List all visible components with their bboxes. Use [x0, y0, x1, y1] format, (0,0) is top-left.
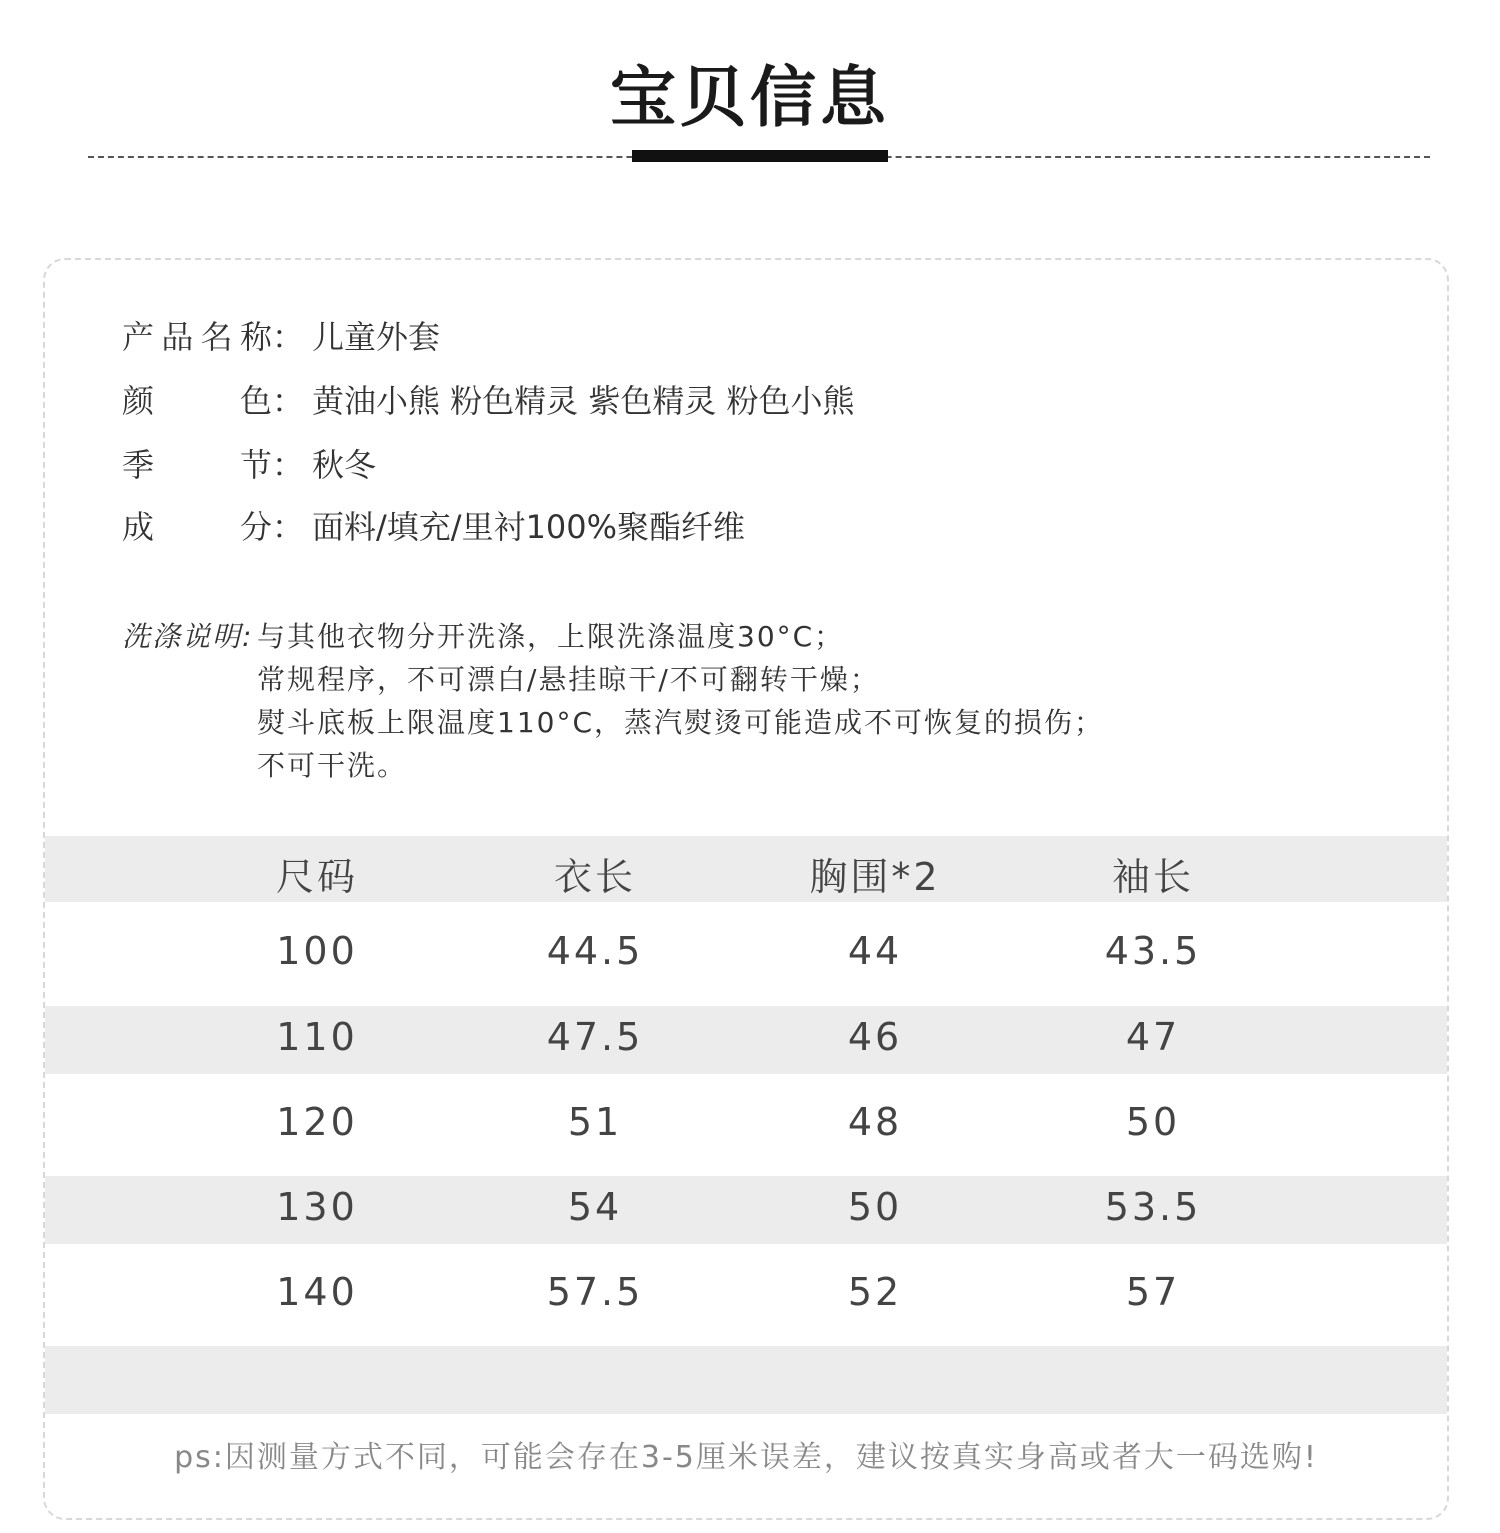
table-cell: 51: [567, 1100, 623, 1144]
info-colon: ：: [272, 382, 305, 420]
table-cell: 140: [276, 1270, 358, 1314]
page-title: 宝贝信息: [610, 59, 890, 136]
table-row: [45, 902, 1447, 1006]
measurement-note: ps:因测量方式不同，可能会存在3-5厘米误差，建议按真实身高或者大一码选购!: [174, 1440, 1318, 1475]
table-header-cell: 袖长: [1111, 855, 1194, 899]
info-colon: ：: [272, 446, 305, 484]
wash-line: 常规程序，不可漂白/悬挂晾干/不可翻转干燥；: [257, 663, 880, 696]
table-header-cell: 胸围*2: [809, 855, 941, 899]
table-cell: 47: [1125, 1015, 1181, 1059]
table-cell: 48: [847, 1100, 903, 1144]
table-cell: 44.5: [546, 929, 644, 973]
table-row: [45, 1074, 1447, 1176]
wash-line: 与其他衣物分开洗涤，上限洗涤温度30°C；: [257, 620, 845, 653]
info-colon: ：: [272, 508, 305, 546]
table-row: [45, 1176, 1447, 1244]
table-cell: 120: [276, 1100, 358, 1144]
table-row: [45, 1244, 1447, 1346]
table-cell: 100: [276, 929, 358, 973]
table-cell: 43.5: [1104, 929, 1202, 973]
table-cell: 47.5: [546, 1015, 644, 1059]
table-cell: 130: [276, 1185, 358, 1229]
table-header-cell: 尺码: [275, 855, 358, 899]
table-cell: 50: [1125, 1100, 1181, 1144]
info-label: 季 节: [122, 446, 272, 484]
table-empty-row: [45, 1346, 1447, 1414]
info-value: 儿童外套: [312, 318, 441, 356]
info-label: 成 分: [122, 508, 272, 546]
table-cell: 46: [847, 1015, 903, 1059]
table-cell: 53.5: [1104, 1185, 1202, 1229]
table-header-cell: 衣长: [553, 855, 636, 899]
table-header-row: [45, 836, 1447, 902]
table-cell: 44: [847, 929, 903, 973]
table-cell: 52: [847, 1270, 903, 1314]
wash-label: 洗涤说明:: [122, 620, 254, 653]
info-label: 产 品 名 称: [122, 318, 272, 356]
table-row: [45, 1006, 1447, 1074]
table-cell: 57.5: [546, 1270, 644, 1314]
info-value: 秋冬: [312, 446, 377, 484]
table-cell: 54: [567, 1185, 623, 1229]
info-label: 颜 色: [122, 382, 272, 420]
table-cell: 50: [847, 1185, 903, 1229]
wash-line: 熨斗底板上限温度110°C，蒸汽熨烫可能造成不可恢复的损伤；: [257, 706, 1104, 739]
wash-line: 不可干洗。: [257, 749, 408, 782]
table-cell: 57: [1125, 1270, 1181, 1314]
title-underline-bar: [632, 150, 888, 162]
table-cell: 110: [276, 1015, 358, 1059]
info-value: 面料/填充/里衬100%聚酯纤维: [312, 508, 746, 546]
info-value: 黄油小熊 粉色精灵 紫色精灵 粉色小熊: [312, 382, 855, 420]
info-colon: ：: [272, 318, 305, 356]
